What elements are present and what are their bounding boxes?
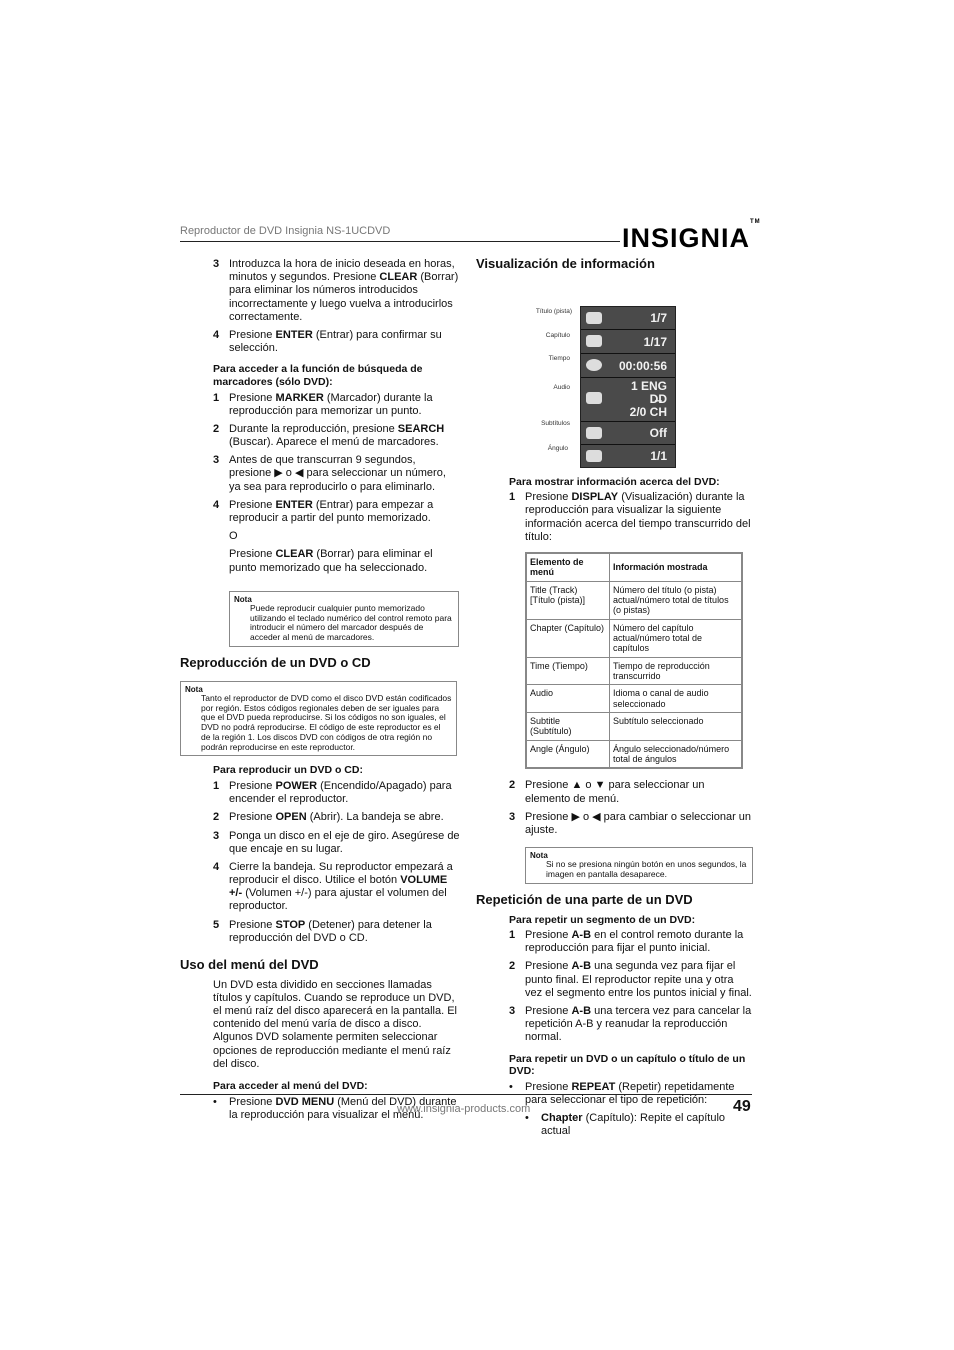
table-cell: Subtitle (Subtítulo) [526, 713, 610, 741]
table-cell: Número del capítulo actual/número total de capítulos [610, 619, 743, 657]
or-text: O [229, 530, 238, 543]
numbered-step: 2 Presione A-B una segunda vez para fijar el punto final. El reproductor repite una y otra vez el segmento entre los puntos inicial y final. [509, 960, 752, 999]
ab-heading: Para repetir un segmento de un DVD: [509, 913, 696, 926]
section-title-info: Visualización de información [476, 256, 655, 271]
osd-display-image [476, 278, 752, 463]
headphones-icon [586, 392, 602, 404]
osd-row-subtitles: Off [581, 422, 675, 445]
info-heading: Para mostrar información acerca del DVD: [509, 475, 720, 488]
table-header: Información mostrada [610, 553, 743, 581]
numbered-step: 4 Presione ENTER (Entrar) para confirmar su selección. [213, 328, 442, 355]
table-cell: Chapter (Capítulo) [526, 619, 610, 657]
table-cell: Número del título (o pista) actual/número total de títulos (o pistas) [610, 581, 743, 619]
numbered-step: 3 Presione ▶ o ◀ para cambiar o seleccionar un ajuste. [509, 810, 752, 836]
insignia-logo: INSIGNIA™ [622, 219, 761, 253]
camera-icon [586, 450, 602, 462]
table-row [526, 581, 742, 619]
info-step-1: 1 Presione DISPLAY (Visualización) durante la reproducción para visualizar la siguiente información acerca del tiempo transcurrido del título: [509, 491, 751, 543]
page-number: 49 [733, 1098, 751, 1115]
note-region [180, 681, 457, 757]
note-text: Si no se presiona ningún botón en unos segundos, la imagen en pantalla desaparece. [546, 859, 747, 880]
marker-steps [180, 392, 460, 526]
osd-row-angle: 1/1 [581, 445, 675, 467]
numbered-step: 1 Presione A-B en el control remoto durante la reproducción para fijar el punto inicial. [509, 929, 744, 955]
osd-label-time: Tiempo [548, 354, 570, 362]
numbered-step: 3 Ponga un disco en el eje de giro. Asegúrese de que encaje en su lugar. [213, 829, 460, 855]
subtitle-icon [586, 427, 602, 439]
info-steps-after [476, 779, 752, 837]
numbered-step: 1 Presione POWER (Encendido/Apagado) para encender el reproductor. [213, 779, 452, 806]
numbered-step: 2 Presione OPEN (Abrir). La bandeja se abre. [213, 811, 444, 824]
numbered-step: 3 Antes de que transcurran 9 segundos, presione ▶ o ◀ para seleccionar un número, ya sea para reproducirlo o para eliminarlo. [213, 454, 446, 493]
osd-label-audio: Audio [553, 383, 570, 391]
numbered-step: 4 Presione ENTER (Entrar) para empezar a reproducir a partir del punto memorizado. [213, 498, 434, 524]
table-cell: Idioma o canal de audio seleccionado [610, 685, 743, 713]
osd-label-title: Título (pista) [535, 307, 572, 315]
film-icon [586, 335, 602, 347]
table-cell: Audio [526, 685, 610, 713]
table-cell: Subtítulo seleccionado [610, 713, 743, 741]
footer-rule [180, 1094, 752, 1095]
repeat-subbullet-text: Chapter (Capítulo): Repite el capítulo actual [541, 1112, 726, 1138]
note-label: Nota [185, 684, 203, 694]
repeat-bullet: • Presione REPEAT (Repetir) repetidamente para seleccionar el tipo de repetición: [509, 1081, 752, 1107]
osd-row-audio: 1 ENG D̶D 2/0 CH [581, 378, 675, 422]
numbered-step: 5 Presione STOP (Detener) para detener la reproducción del DVD o CD. [213, 918, 432, 944]
note-text: Tanto el reproductor de DVD como el disco DVD están codificados por región. Estos códigos regionales deben de ser iguales para que el DVD pueda reproducirse. Si los códigos no son iguales, el DVD no podrá reproducirse. El código de este reproductor es el de la región 1. Los discos DVD con códigos de otra región no podrán reproducirse en este reproductor. [201, 692, 452, 752]
numbered-step: 2 Durante la reproducción, presione SEARCH (Buscar). Aparece el menú de marcadores. [213, 422, 445, 449]
section-title-repeat: Repetición de una parte de un DVD [476, 891, 693, 907]
table-row [526, 685, 742, 713]
osd-row-chapter: 1/17 [581, 330, 675, 354]
note-osd [525, 847, 753, 884]
ab-steps [476, 929, 752, 1045]
menu-paragraph: Un DVD esta dividido en secciones llamadas títulos y capítulos. Cuando se reproduce un DVD, el menú raíz del disco aparecerá en la pantalla. El contenido del menú varía de disco a disco. Algunos DVD solamente permiten seleccionar opciones de reproducción mediante el menú raíz del disco. [213, 978, 457, 1070]
numbered-step: 2 Presione ▲ o ▼ para seleccionar un elemento de menú. [509, 779, 705, 805]
osd-label-angle: Ángulo [547, 444, 568, 452]
right-column [476, 256, 752, 1143]
section-title-play: Reproducción de un DVD o CD [180, 655, 371, 670]
play-steps [180, 780, 460, 945]
marker-heading: Para acceder a la función de búsqueda de marcadores (sólo DVD): [213, 363, 423, 388]
play-heading: Para reproducir un DVD o CD: [213, 764, 363, 777]
menu-bullet: • Presione DVD MENU (Menú del DVD) durante la reproducción para visualizar el menú. [213, 1096, 460, 1122]
table-cell: Ángulo seleccionado/número total de ángulos [610, 740, 743, 768]
osd-row-title: 1/7 [581, 307, 675, 330]
repeat-heading: Para repetir un DVD o un capítulo o título de un DVD: [509, 1052, 746, 1078]
note-text: Puede reproducir cualquier punto memorizado utilizando el teclado numérico del control remoto para introducir el número del marcador después de acceder al menú de marcadores. [250, 602, 452, 643]
header-rule [180, 241, 620, 242]
left-column [180, 258, 460, 1127]
numbered-step: 3 Presione A-B una tercera vez para cancelar la repetición A-B y reanudar la reproducción normal. [509, 1005, 752, 1044]
note-label: Nota [530, 851, 548, 861]
note-label: Nota [234, 594, 252, 604]
table-cell: Title (Track) [Título (pista)] [526, 581, 610, 619]
disc-icon [586, 312, 602, 324]
osd-row-time: 00:00:56 [581, 354, 675, 378]
repeat-subbullet: • Chapter (Capítulo): Repite el capítulo actual [525, 1112, 752, 1138]
running-header: Reproductor de DVD Insignia NS-1UCDVD [180, 225, 391, 237]
info-table [525, 552, 743, 770]
section-title-menu: Uso del menú del DVD [180, 957, 319, 973]
numbered-step: 4 Cierre la bandeja. Su reproductor empezará a reproducir el disco. Utilice el botón VOLUME +/- (Volumen +/-) para ajustar el volumen del reproductor. [213, 860, 453, 913]
clock-icon [586, 359, 602, 371]
numbered-step: 3 Introduzca la hora de inicio deseada en horas, minutos y segundos. Presione CLEAR (Borrar) para eliminar los números introducidos incorrectamente y luego vuelva a introducirlos correctamente. [213, 258, 459, 323]
table-row [526, 713, 742, 741]
table-row [526, 740, 742, 768]
osd-label-subtitles: Subtítulos [541, 419, 570, 427]
table-header: Elemento de menú [526, 553, 610, 581]
table-cell: Angle (Ángulo) [526, 740, 610, 768]
menu-heading: Para acceder al menú del DVD: [213, 1079, 368, 1092]
table-row [526, 619, 742, 657]
table-cell: Tiempo de reproducción transcurrido [610, 657, 743, 685]
numbered-step: 1 Presione MARKER (Marcador) durante la reproducción para memorizar un punto. [213, 391, 433, 417]
repeat-bullet-text: Presione REPEAT (Repetir) repetidamente para seleccionar el tipo de repetición: [525, 1080, 735, 1106]
table-cell: Time (Tiempo) [526, 657, 610, 685]
osd-panel [580, 306, 676, 468]
note-markers [229, 591, 459, 647]
footer-url: www.insignia-products.com [397, 1103, 531, 1115]
table-row [526, 657, 742, 685]
steps-continued [180, 258, 460, 355]
clear-paragraph: Presione CLEAR (Borrar) para eliminar el punto memorizado que ha seleccionado. [229, 548, 433, 574]
osd-label-chapter: Capítulo [545, 331, 570, 339]
menu-bullet-text: Presione DVD MENU (Menú del DVD) durante la reproducción para visualizar el menú. [229, 1095, 457, 1121]
